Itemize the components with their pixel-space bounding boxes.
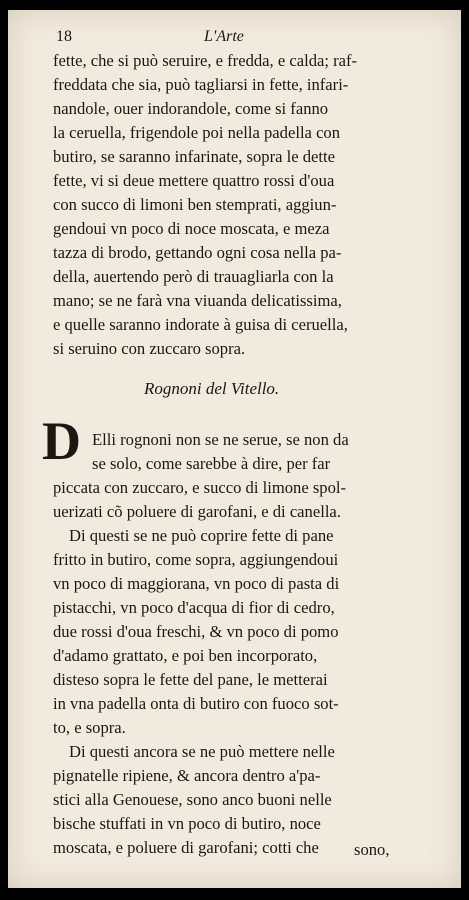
book-page xyxy=(8,10,461,888)
text-line: se solo, come sarebbe à dire, per far xyxy=(92,454,331,473)
text-line: due rossi d'oua freschi, & vn poco di pomo xyxy=(53,622,339,641)
text-line: fette, vi si deue mettere quattro rossi d'oua xyxy=(53,171,335,190)
text-line: pistacchi, vn poco d'acqua di fior di cedro, xyxy=(53,598,335,617)
section-heading: Rognoni del Vitello. xyxy=(144,379,280,398)
text-line: con succo di limoni ben stemprati, aggiun- xyxy=(53,195,337,214)
text-line: uerizati cõ poluere di garofani, e di canella. xyxy=(53,502,341,521)
text-line: nandole, ouer indorandole, come si fanno xyxy=(53,99,329,118)
text-line: pignatelle ripiene, & ancora dentro a'pa- xyxy=(53,766,321,785)
text-line: to, e sopra. xyxy=(53,718,126,737)
text-line: fritto in butiro, come sopra, aggiungendoui xyxy=(53,550,339,569)
text-line: in vna padella onta di butiro con fuoco sot- xyxy=(53,694,339,713)
text-line: della, auertendo però di trauagliarla con la xyxy=(53,267,334,286)
text-line: disteso sopra le fette del pane, le metterai xyxy=(53,670,328,689)
text-line: stici alla Genouese, sono anco buoni nelle xyxy=(53,790,332,809)
drop-cap-initial: D xyxy=(42,411,81,471)
text-line: mano; se ne farà vna viuanda delicatissima, xyxy=(53,291,342,310)
running-head: L'Arte xyxy=(204,28,244,45)
text-line: vn poco di maggiorana, vn poco di pasta di xyxy=(53,574,340,593)
text-line: Di questi ancora se ne può mettere nelle xyxy=(69,742,335,761)
text-line: e quelle saranno indorate à guisa di ceruella, xyxy=(53,315,348,334)
text-line: freddata che sia, può tagliarsi in fette, infari- xyxy=(53,75,349,94)
page-number: 18 xyxy=(56,28,72,45)
text-line: Elli rognoni non se ne serue, se non da xyxy=(92,430,349,449)
text-line: gendoui vn poco di noce moscata, e meza xyxy=(53,219,330,238)
text-line: moscata, e poluere di garofani; cotti che xyxy=(53,838,319,857)
text-line: bische stuffati in vn poco di butiro, noce xyxy=(53,814,321,833)
catchword: sono, xyxy=(354,840,390,859)
text-line: tazza di brodo, gettando ogni cosa nella pa- xyxy=(53,243,342,262)
text-line: Di questi se ne può coprire fette di pane xyxy=(69,526,334,545)
text-line: d'adamo grattato, e poi ben incorporato, xyxy=(53,646,318,665)
text-line: piccata con zuccaro, e succo di limone spol- xyxy=(53,478,347,497)
text-line: si seruino con zuccaro sopra. xyxy=(53,339,246,358)
text-line: fette, che si può seruire, e fredda, e calda; raf- xyxy=(53,51,358,70)
text-line: butiro, se saranno infarinate, sopra le dette xyxy=(53,147,335,166)
text-line: la ceruella, frigendole poi nella padella con xyxy=(53,123,341,142)
